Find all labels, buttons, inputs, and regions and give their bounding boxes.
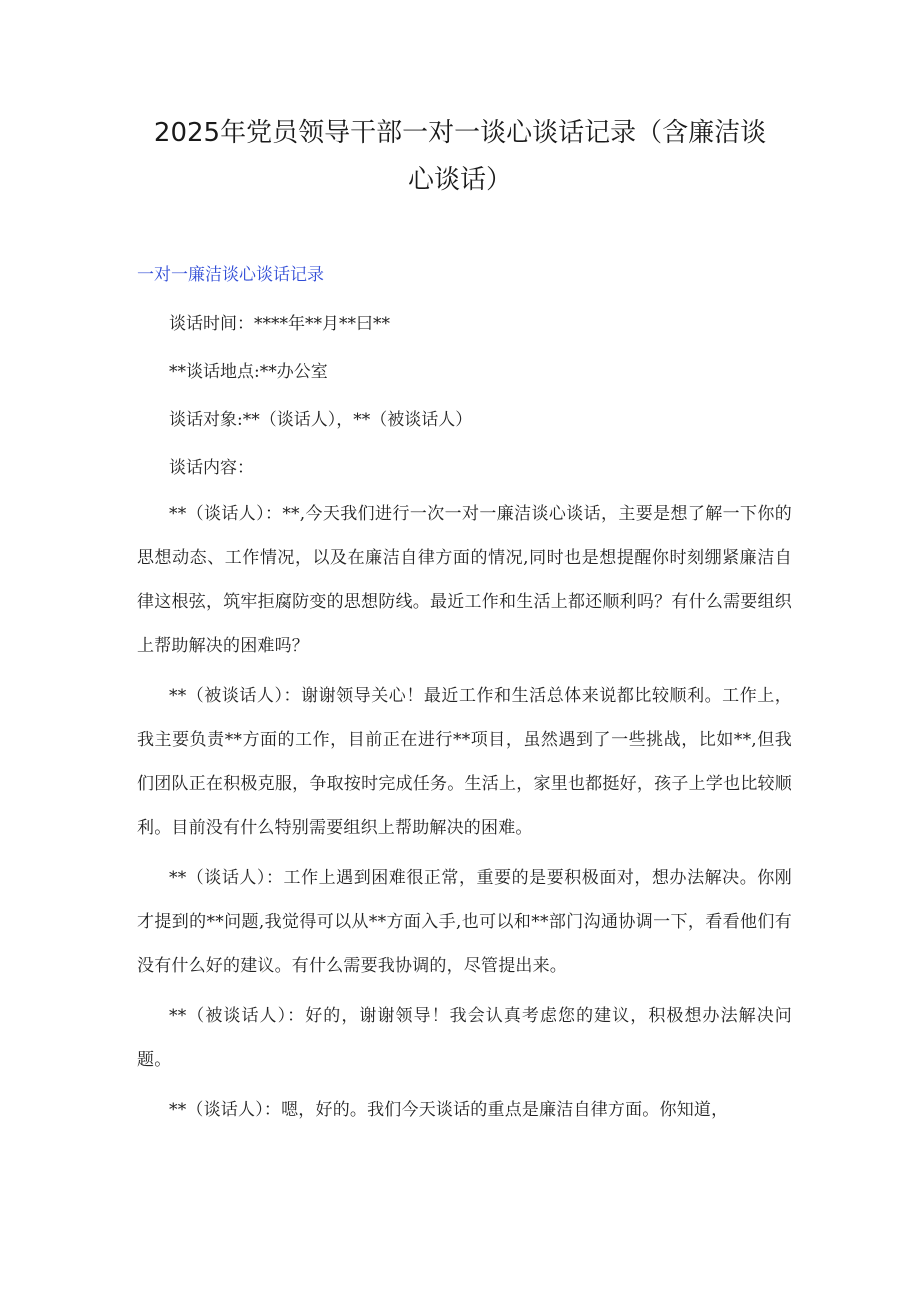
paragraph: **（谈话人）：**,今天我们进行一次一对一廉洁谈心谈话，主要是想了解一下你的思想动态、工作情况，以及在廉洁自律方面的情况,同时也是想提醒你时刻绷紧廉洁自律这根弦，筑牢拒腐防变的思想防线。最近工作和生活上都还顺利吗？有什么需要组织上帮助解决的困难吗？ <box>137 504 792 656</box>
document-body <box>137 300 792 1138</box>
section-heading: 一对一廉洁谈心谈话记录 <box>137 265 324 285</box>
meta-content-label: 谈话内容： <box>169 458 254 478</box>
meta-place: **谈话地点:**办公室 <box>169 362 328 382</box>
meta-participants: 谈话对象:**（谈话人），**（被谈话人） <box>169 410 473 430</box>
document-title-line-2: 心谈话） <box>407 165 512 195</box>
document-title-line-1: 2025年党员领导干部一对一谈心谈话记录（含廉洁谈 <box>153 118 767 148</box>
meta-time: 谈话时间：****年**月**曰** <box>169 314 390 334</box>
paragraph: **（谈话人）：工作上遇到困难很正常，重要的是要积极面对，想办法解决。你刚才提到的**问题,我觉得可以从**方面入手,也可以和**部门沟通协调一下，看看他们有没有什么好的建议。有什么需要我协调的，尽管提出来。 <box>137 868 792 976</box>
document-title <box>120 110 800 204</box>
paragraph: **（谈话人）：嗯，好的。我们今天谈话的重点是廉洁自律方面。你知道， <box>169 1100 729 1120</box>
paragraph: **（被谈话人）：好的，谢谢领导！我会认真考虑您的建议，积极想办法解决问题。 <box>137 1006 792 1070</box>
paragraph: **（被谈话人）：谢谢领导关心！最近工作和生活总体来说都比较顺利。工作上，我主要负责**方面的工作，目前正在进行**项目，虽然遇到了一些挑战，比如**,但我们团队正在积极克服，争取按时完成任务。生活上，家里也都挺好，孩子上学也比较顺利。目前没有什么特别需要组织上帮助解决的困难。 <box>137 686 792 838</box>
